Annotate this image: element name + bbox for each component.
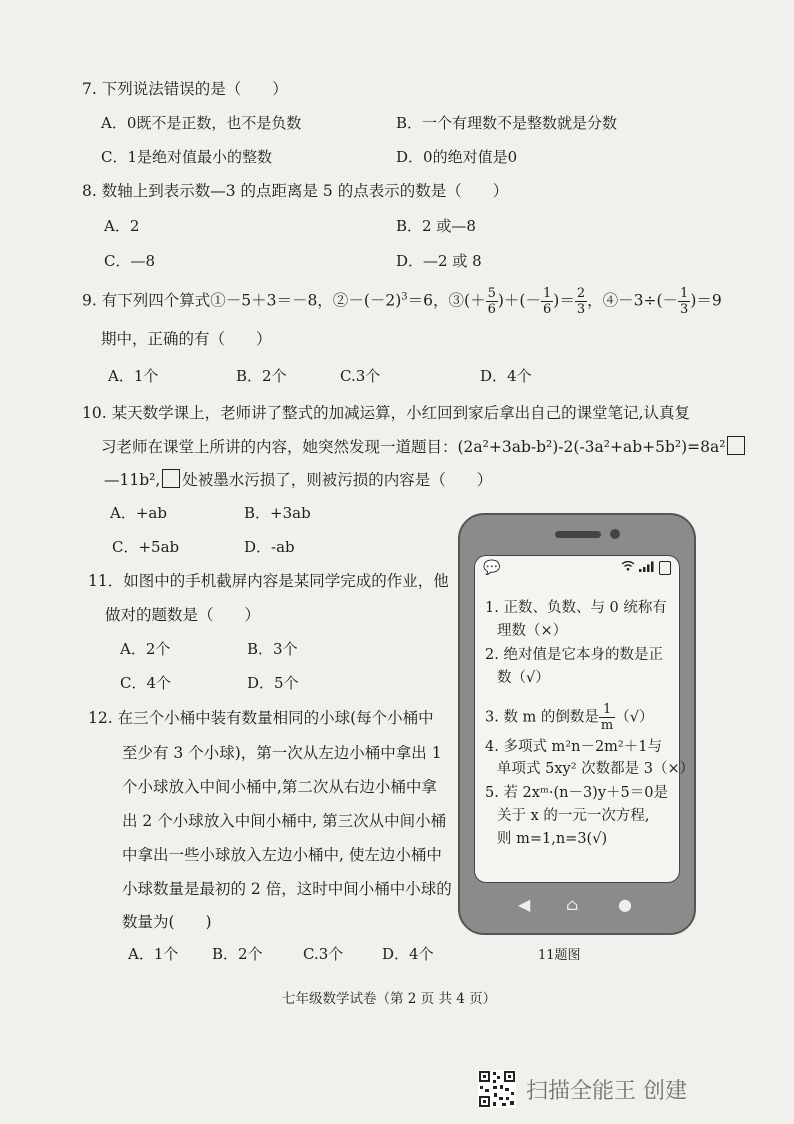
qr-code-icon: [478, 1070, 516, 1108]
q12-line: 小球数量是最初的 2 倍，这时中间小桶中小球的: [122, 880, 452, 898]
q12-line: 至少有 3 个小球)，第一次从左边小桶中拿出 1: [122, 744, 442, 762]
q12-line: 12. 在三个小桶中装有数量相同的小球(每个小桶中: [88, 709, 434, 727]
q11-option-d: D．5个: [247, 674, 299, 692]
q10-option-b: B．+3ab: [244, 504, 311, 522]
q10-option-c: C．+5ab: [112, 538, 180, 556]
q9-option-a: A．1个: [108, 367, 159, 385]
q12-option-d: D．4个: [382, 945, 434, 963]
q8-option-c: C．—8: [104, 252, 156, 270]
q11-option-a: A．2个: [120, 640, 171, 658]
q8-option-b: B．2 或—8: [396, 217, 476, 235]
wifi-icon: [621, 561, 635, 571]
q10-line2: 习老师在课堂上所讲的内容，她突然发现一道题目：(2a²+3ab-b²)-2(-3a²+ab+5b²)=8a²: [101, 436, 747, 457]
q7-stem: 7. 下列说法错误的是（ ）: [82, 80, 288, 98]
home-icon: ⌂: [566, 895, 579, 914]
phone-item-5: 5. 若 2xᵐ·(n－3)y＋5＝0是: [485, 785, 668, 801]
figure-caption: 11题图: [538, 948, 581, 963]
phone-item-3: 3. 数 m 的倒数是 $\frac{1}{m}$ （√）: [485, 702, 654, 733]
q9-option-d: D．4个: [480, 367, 532, 385]
speaker-grille: [555, 531, 601, 538]
q9-option-b: B．2个: [236, 367, 287, 385]
q9-option-c: C.3个: [340, 367, 381, 385]
q9-stem-line2: 期中，正确的有（ ）: [101, 330, 272, 348]
q11-line2: 做对的题数是（ ）: [105, 606, 261, 624]
q7-option-a: A．0既不是正数，也不是负数: [101, 114, 302, 132]
q10-option-d: D．-ab: [244, 538, 295, 556]
q11-line1: 11．如图中的手机截屏内容是某同学完成的作业，他: [88, 572, 449, 590]
q8-option-a: A．2: [104, 217, 140, 235]
signal-icon: [639, 561, 655, 572]
q7-option-b: B．一个有理数不是整数就是分数: [396, 114, 618, 132]
q12-line: 中拿出一些小球放入左边小桶中, 使左边小桶中: [122, 846, 442, 864]
q12-line: 数量为( ): [122, 913, 212, 931]
q12-option-c: C.3个: [303, 945, 344, 963]
q12-option-b: B．2个: [212, 945, 263, 963]
q7-option-c: C．1是绝对值最小的整数: [101, 148, 273, 166]
phone-item-2: 2. 绝对值是它本身的数是正: [485, 647, 663, 663]
q8-option-d: D．—2 或 8: [396, 252, 482, 270]
q10-line3: —11b², 处被墨水污损了，则被污损的内容是（ ）: [104, 471, 493, 489]
phone-screen: [474, 555, 695, 883]
bleed-through-text: [470, 78, 678, 97]
q12-line: 出 2 个小球放入中间小桶中, 第三次从中间小桶: [122, 812, 447, 830]
q10-line1: 10. 某天数学课上，老师讲了整式的加减运算，小红回到家后拿出自己的课堂笔记,认真复: [82, 404, 691, 422]
status-bar: [475, 556, 679, 580]
phone-item-4b: 单项式 5xy² 次数都是 3（×）: [497, 761, 695, 777]
battery-icon: [659, 561, 671, 575]
q10-option-a: A．+ab: [110, 504, 167, 522]
q12-line: 个小球放入中间小桶中,第二次从右边小桶中拿: [122, 778, 437, 796]
q11-option-b: B．3个: [247, 640, 298, 658]
phone-item-2b: 数（√）: [497, 670, 550, 686]
phone-figure: [458, 513, 696, 935]
fraction-1-6: $\frac{1}{6}$: [542, 286, 552, 317]
phone-item-5b: 关于 x 的一元一次方程,: [497, 808, 650, 824]
front-camera: [610, 529, 620, 539]
phone-item-1b: 理数（×）: [497, 623, 568, 639]
q12-option-a: A．1个: [128, 945, 179, 963]
ink-blot-box: [162, 469, 180, 488]
q9-stem: 9. 有下列四个算式①－5＋3＝－8，$②-(-2)^3=6$，③(＋ $\frac{5}{6}$ )＋(－ $\frac{1}{6}$ )＝ $\frac{2}{3}$ ，④－3÷(－ $\frac{1}{3}$ )＝9: [82, 286, 722, 317]
fraction-5-6: $\frac{5}{6}$: [487, 286, 496, 317]
fraction-1-3: $\frac{1}{3}$: [680, 286, 689, 317]
circle-button-icon: ●: [618, 895, 632, 914]
phone-item-5c: 则 m=1,n=3(√): [497, 831, 608, 847]
phone-item-1: 1. 正数、负数、与 0 统称有: [485, 600, 667, 616]
chat-bubble-icon: 💬: [483, 560, 501, 576]
back-triangle-icon: ◀: [518, 895, 531, 914]
q8-stem: 8. 数轴上到表示数—3 的点距离是 5 的点表示的数是（ ）: [82, 182, 509, 200]
page-footer: 七年级数学试卷（第 2 页 共 4 页）: [282, 991, 497, 1007]
fraction-2-3: $\frac{2}{3}$: [576, 286, 586, 317]
fraction-1-m: $\frac{1}{m}$: [600, 702, 614, 733]
q7-option-d: D．0的绝对值是0: [396, 148, 518, 166]
ink-blot-box: [727, 436, 745, 455]
phone-item-4: 4. 多项式 m²n－2m²＋1与: [485, 739, 662, 755]
q11-option-c: C．4个: [120, 674, 172, 692]
scanner-watermark: 扫描全能王 创建: [526, 1079, 687, 1104]
